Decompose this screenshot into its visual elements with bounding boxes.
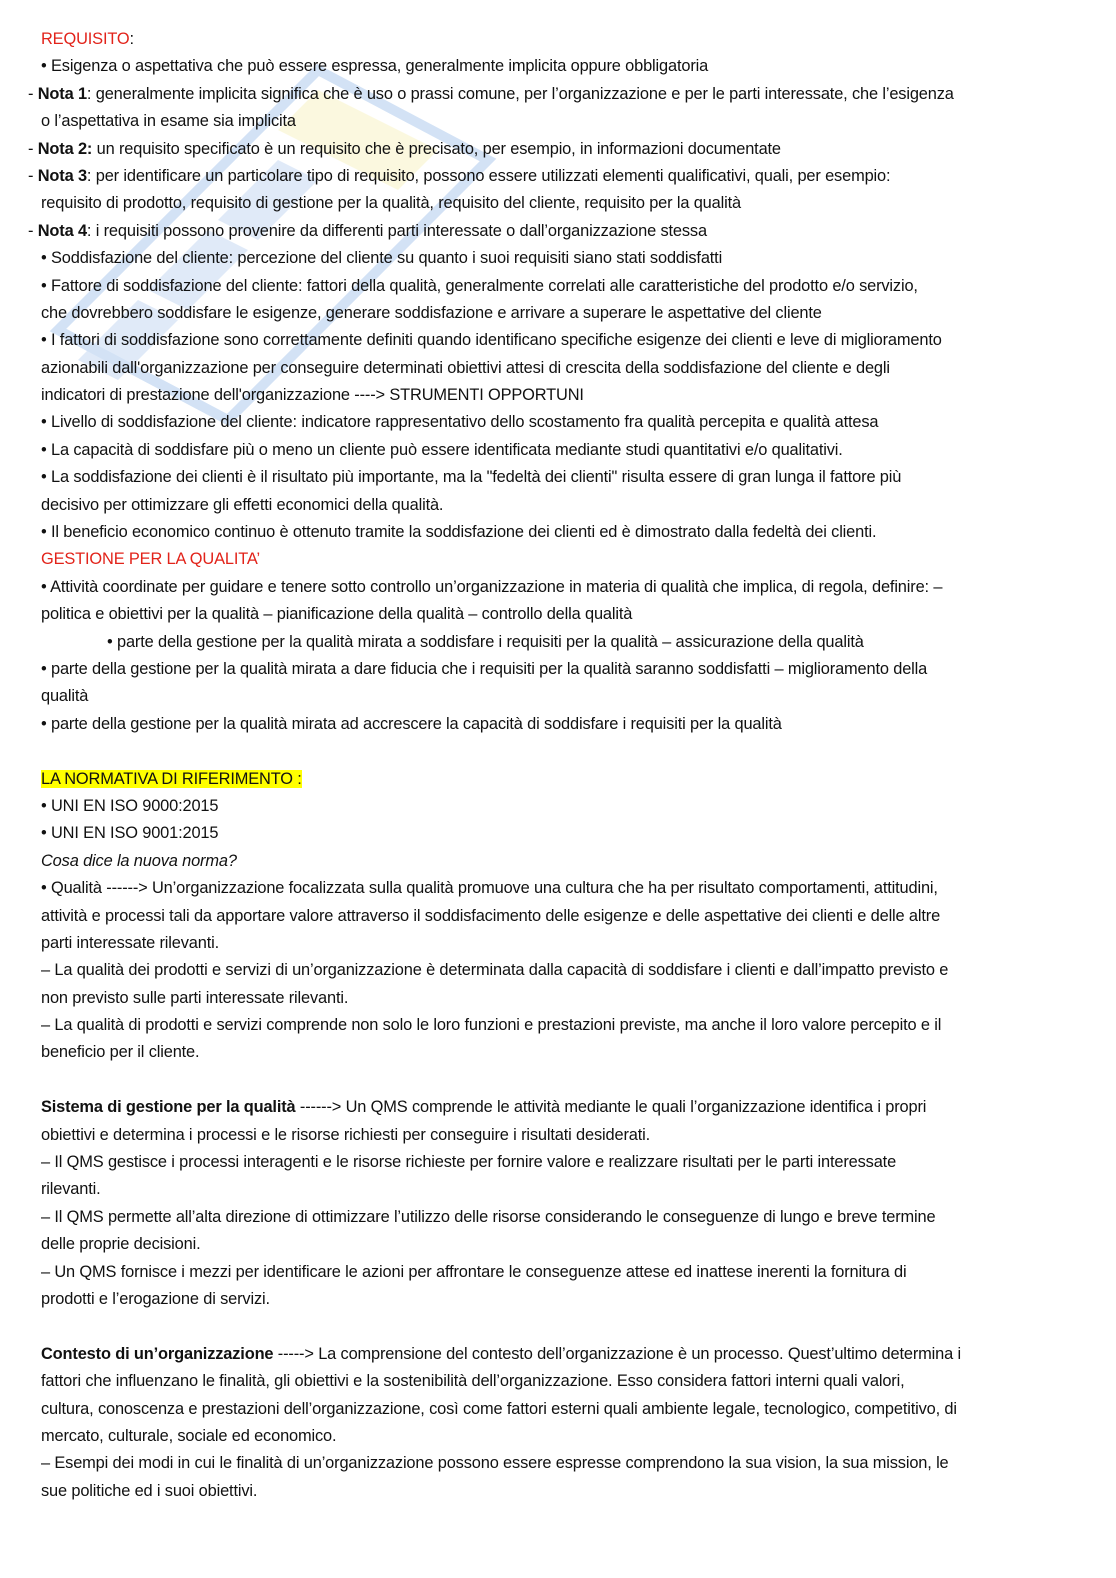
document-page: [28, 26, 1073, 1505]
qualita-funzioni-continued: beneficio per il cliente.: [41, 1043, 200, 1062]
nota-1: - Nota 1: generalmente implicita significa che è uso o prassi comune, per l’organizzazione e per le parti interessate, che l’esigenza: [28, 84, 954, 103]
bullet-fattore-continued: che dovrebbero soddisfare le esigenze, generare soddisfazione e arrivare a superare le aspettative del cliente: [41, 303, 822, 322]
iso-9000: • UNI EN ISO 9000:2015: [41, 796, 219, 815]
contesto-line-5-continued: sue politiche ed i suoi obiettivi.: [41, 1481, 258, 1500]
qualita-funzioni: – La qualità di prodotti e servizi comprende non solo le loro funzioni e prestazioni previste, ma anche il loro valore percepito e il: [41, 1016, 942, 1035]
bullet-livello: • Livello di soddisfazione del cliente: indicatore rappresentativo dello scostamento fra qualità percepita e qualità attesa: [41, 413, 879, 432]
qualita-prodotti-continued: non previsto sulle parti interessate rilevanti.: [41, 988, 349, 1007]
gestione-line-5: • parte della gestione per la qualità mirata ad accrescere la capacità di soddisfare i requisiti per la qualità: [41, 714, 782, 733]
bullet-fattore: • Fattore di soddisfazione del cliente: fattori della qualità, generalmente correlati alle caratteristiche del prodotto e/o servizio,: [41, 276, 918, 295]
sistema-line-4: – Il QMS permette all’alta direzione di ottimizzare l’utilizzo delle risorse considerando le conseguenze di lungo e breve termine: [41, 1207, 936, 1226]
nota-4: - Nota 4: i requisiti possono provenire da differenti parti interessate o dall’organizzazione stessa: [28, 221, 707, 240]
contesto-line-2: fattori che influenzano le finalità, gli obiettivi e la sostenibilità dell’organizzazione. Esso considera fattori interni quali valori,: [41, 1372, 905, 1391]
contesto-line-4: mercato, culturale, sociale ed economico.: [41, 1426, 337, 1445]
gestione-line-2: politica e obiettivi per la qualità – pianificazione della qualità – controllo della qualità: [41, 605, 633, 624]
gestione-line-4-continued: qualità: [41, 687, 89, 706]
bullet-fedelta: • La soddisfazione dei clienti è il risultato più importante, ma la "fedeltà dei clienti" risulta essere di gran lunga il fattore più: [41, 468, 902, 487]
gestione-heading: GESTIONE PER LA QUALITA’: [41, 550, 260, 569]
gestione-line-4: • parte della gestione per la qualità mirata a dare fiducia che i requisiti per la qualità saranno soddisfatti – miglioramento della: [41, 659, 928, 678]
contesto-line-3: cultura, conoscenza e prestazioni dell’organizzazione, così come fattori esterni quali ambiente legale, tecnologico, competitivo, di: [41, 1399, 957, 1418]
contesto-line-5: – Esempi dei modi in cui le finalità di un’organizzazione possono essere espresse comprendono la sua vision, la sua mission, le: [41, 1454, 949, 1473]
nota-3: - Nota 3: per identificare un particolare tipo di requisito, possono essere utilizzati elementi qualificativi, quali, per esempio:: [28, 166, 891, 185]
bullet-beneficio: • Il beneficio economico continuo è ottenuto tramite la soddisfazione dei clienti ed è dimostrato dalla fedeltà dei clienti.: [41, 523, 877, 542]
sistema-heading: Sistema di gestione per la qualità ------> Un QMS comprende le attività mediante le quali l’organizzazione identifica i propri: [41, 1098, 927, 1117]
sistema-line-3: – Il QMS gestisce i processi interagenti e le risorse richieste per fornire valore e realizzare risultati per le parti interessate: [41, 1153, 897, 1172]
sistema-line-2: obiettivi e determina i processi e le risorse richiesti per conseguire i risultati desiderati.: [41, 1125, 651, 1144]
iso-9001: • UNI EN ISO 9001:2015: [41, 824, 219, 843]
nota-3-continued: requisito di prodotto, requisito di gestione per la qualità, requisito del cliente, requisito per la qualità: [41, 194, 741, 213]
qualita-line-2: attività e processi tali da apportare valore attraverso il soddisfacimento delle esigenze e delle aspettative dei clienti e delle altre: [41, 906, 941, 925]
qualita-line-3: parti interessate rilevanti.: [41, 933, 220, 952]
nota-1-continued: o l’aspettativa in esame sia implicita: [41, 112, 296, 131]
bullet-fattori-definiti-2: azionabili dall'organizzazione per conseguire determinati obiettivi attesi di crescita della soddisfazione del cliente e degli: [41, 358, 890, 377]
sistema-line-5-continued: prodotti e l’erogazione di servizi.: [41, 1289, 270, 1308]
contesto-heading: Contesto di un’organizzazione -----> La comprensione del contesto dell’organizzazione è un processo. Quest’ultimo determina i: [41, 1344, 961, 1363]
gestione-line-1: • Attività coordinate per guidare e tenere sotto controllo un’organizzazione in materia di qualità che implica, di regola, definire: –: [41, 577, 943, 596]
sistema-line-4-continued: delle proprie decisioni.: [41, 1235, 201, 1254]
sistema-line-3-continued: rilevanti.: [41, 1180, 101, 1199]
normativa-question: Cosa dice la nuova norma?: [41, 851, 237, 870]
bullet-fedelta-continued: decisivo per ottimizzare gli effetti economici della qualità.: [41, 495, 444, 514]
requisito-definition: • Esigenza o aspettativa che può essere espressa, generalmente implicita oppure obbligatoria: [41, 57, 709, 76]
qualita-line-1: • Qualità ------> Un’organizzazione focalizzata sulla qualità promuove una cultura che ha per risultato comportamenti, attitudini,: [41, 879, 938, 898]
qualita-prodotti: – La qualità dei prodotti e servizi di un’organizzazione è determinata dalla capacità di soddisfare i clienti e dall’impatto previsto e: [41, 961, 949, 980]
spacer: [41, 1313, 1073, 1340]
bullet-soddisfazione: • Soddisfazione del cliente: percezione del cliente su quanto i suoi requisiti siano stati soddisfatti: [41, 249, 723, 268]
spacer: [41, 1067, 1073, 1094]
bullet-fattori-definiti: • I fattori di soddisfazione sono correttamente definiti quando identificano specifiche esigenze dei clienti e leve di miglioramento: [41, 331, 942, 350]
normativa-heading: LA NORMATIVA DI RIFERIMENTO :: [41, 769, 302, 788]
bullet-capacita: • La capacità di soddisfare più o meno un cliente può essere identificata mediante studi quantitativi e/o qualitativi.: [41, 440, 843, 459]
nota-2: - Nota 2: un requisito specificato è un requisito che è precisato, per esempio, in informazioni documentate: [28, 139, 781, 158]
bullet-fattori-definiti-3: indicatori di prestazione dell'organizzazione ----> STRUMENTI OPPORTUNI: [41, 386, 584, 405]
requisito-heading: REQUISITO:: [41, 30, 134, 48]
spacer: [41, 738, 1073, 765]
sistema-line-5: – Un QMS fornisce i mezzi per identificare le azioni per affrontare le conseguenze attese ed inattese inerenti la fornitura di: [41, 1262, 907, 1281]
gestione-line-3: • parte della gestione per la qualità mirata a soddisfare i requisiti per la qualità – assicurazione della qualità: [107, 632, 864, 651]
